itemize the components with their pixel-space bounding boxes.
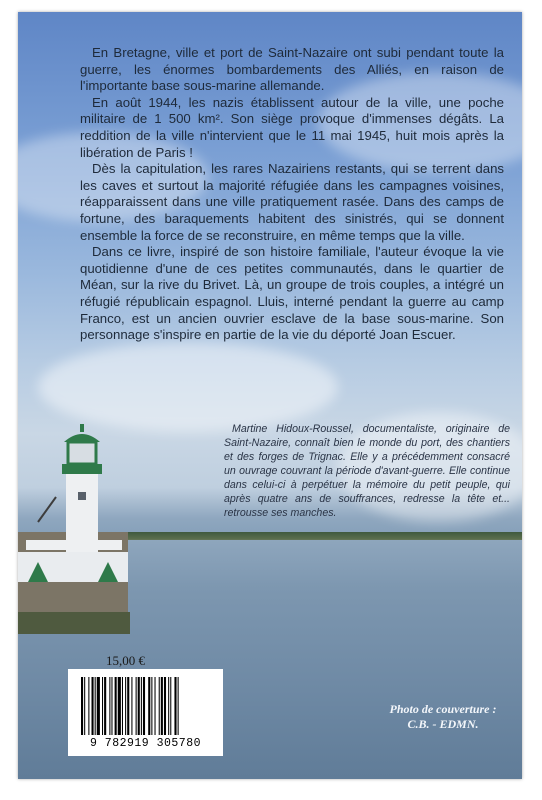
barcode-bar <box>174 677 176 735</box>
lighthouse-image <box>18 412 158 642</box>
barcode-bar <box>164 677 166 735</box>
price-label: 15,00 € <box>106 653 145 668</box>
barcode-bar <box>88 677 89 735</box>
blurb-paragraph: En août 1944, les nazis établissent autour de la ville, une poche militaire de 1 500 km². Son siège provoque d'immenses dégâts. La reddition de la ville n'intervient que le 11 mai 1945, huit mois après la libération de Paris ! <box>80 94 504 160</box>
barcode-bar <box>109 677 110 735</box>
barcode-bar <box>95 677 96 735</box>
barcode-bar <box>161 677 163 735</box>
barcode-bar <box>97 677 100 735</box>
barcode-bar <box>141 677 142 735</box>
barcode-bars <box>81 677 213 735</box>
photo-credit-label: Photo de couverture : <box>389 702 497 716</box>
barcode-bar <box>138 677 140 735</box>
barcode-bar <box>115 677 117 735</box>
isbn-barcode <box>68 669 223 756</box>
barcode-bar <box>168 677 169 735</box>
barcode-bar <box>148 677 150 735</box>
barcode-bar <box>122 677 123 735</box>
barcode-bar <box>81 677 83 735</box>
isbn-number: 9 782919 305780 <box>89 737 202 750</box>
photo-credit <box>373 702 513 732</box>
book-back-cover <box>18 12 522 779</box>
photo-credit-name: C.B. - EDMN. <box>407 717 479 731</box>
barcode-bar <box>131 677 132 735</box>
blurb-paragraph: Dès la capitulation, les rares Nazairiens restants, qui se terrent dans les caves et surtout la majorité réfugiée dans les campagnes voisines, réapparaissent dans une ville pratiquement rasée. Dans des camps de fortune, des baraquements habitent des sinistrés, qui se donnent ensemble la force de se reconstruire, en même temps que la ville. <box>80 161 504 243</box>
barcode-bar <box>127 677 129 735</box>
barcode-bar <box>84 677 85 735</box>
barcode-bar <box>111 677 112 735</box>
barcode-bar <box>118 677 121 735</box>
barcode-bar <box>136 677 137 735</box>
author-bio-text: Martine Hidoux-Roussel, documentaliste, originaire de Saint-Nazaire, connaît bien le monde du port, des chantiers et des forges de Trignac. Elle y a précédemment consacré un ouvrage couvrant la période d'avant-guerre. Elle continue dans celui-ci à perpétuer la mémoire du petit peuple, qui après quatre ans de souffrances, redresse la tête et... retrousse ses manches. <box>224 423 510 519</box>
barcode-bar <box>151 677 152 735</box>
barcode-bar <box>143 677 145 735</box>
author-bio <box>224 422 510 520</box>
blurb-paragraph: Dans ce livre, inspiré de son histoire familiale, l'auteur évoque la vie quotidienne d'une de ces petites communautés, dans le quartier de Méan, sur la rive du Brivet. Là, un groupe de trois couples, a intégré un réfugié républicain espagnol. Lluis, interné pendant la guerre au camp Franco, est un ancien ouvrier esclave de la base sous-marine. Son personnage s'inspire en partie de la vie du déporté Joan Escuer. <box>80 244 504 343</box>
barcode-bar <box>159 677 160 735</box>
barcode-bar <box>92 677 94 735</box>
barcode-bar <box>104 677 106 735</box>
barcode-bar <box>178 677 179 735</box>
barcode-bar <box>155 677 156 735</box>
barcode-bar <box>170 677 171 735</box>
barcode-bar <box>125 677 126 735</box>
barcode-bar <box>102 677 103 735</box>
back-cover-blurb <box>80 45 504 344</box>
blurb-paragraph: En Bretagne, ville et port de Saint-Nazaire ont subi pendant toute la guerre, les énormes bombardements des Alliés, en raison de l'importante base sous-marine allemande. <box>80 45 504 94</box>
